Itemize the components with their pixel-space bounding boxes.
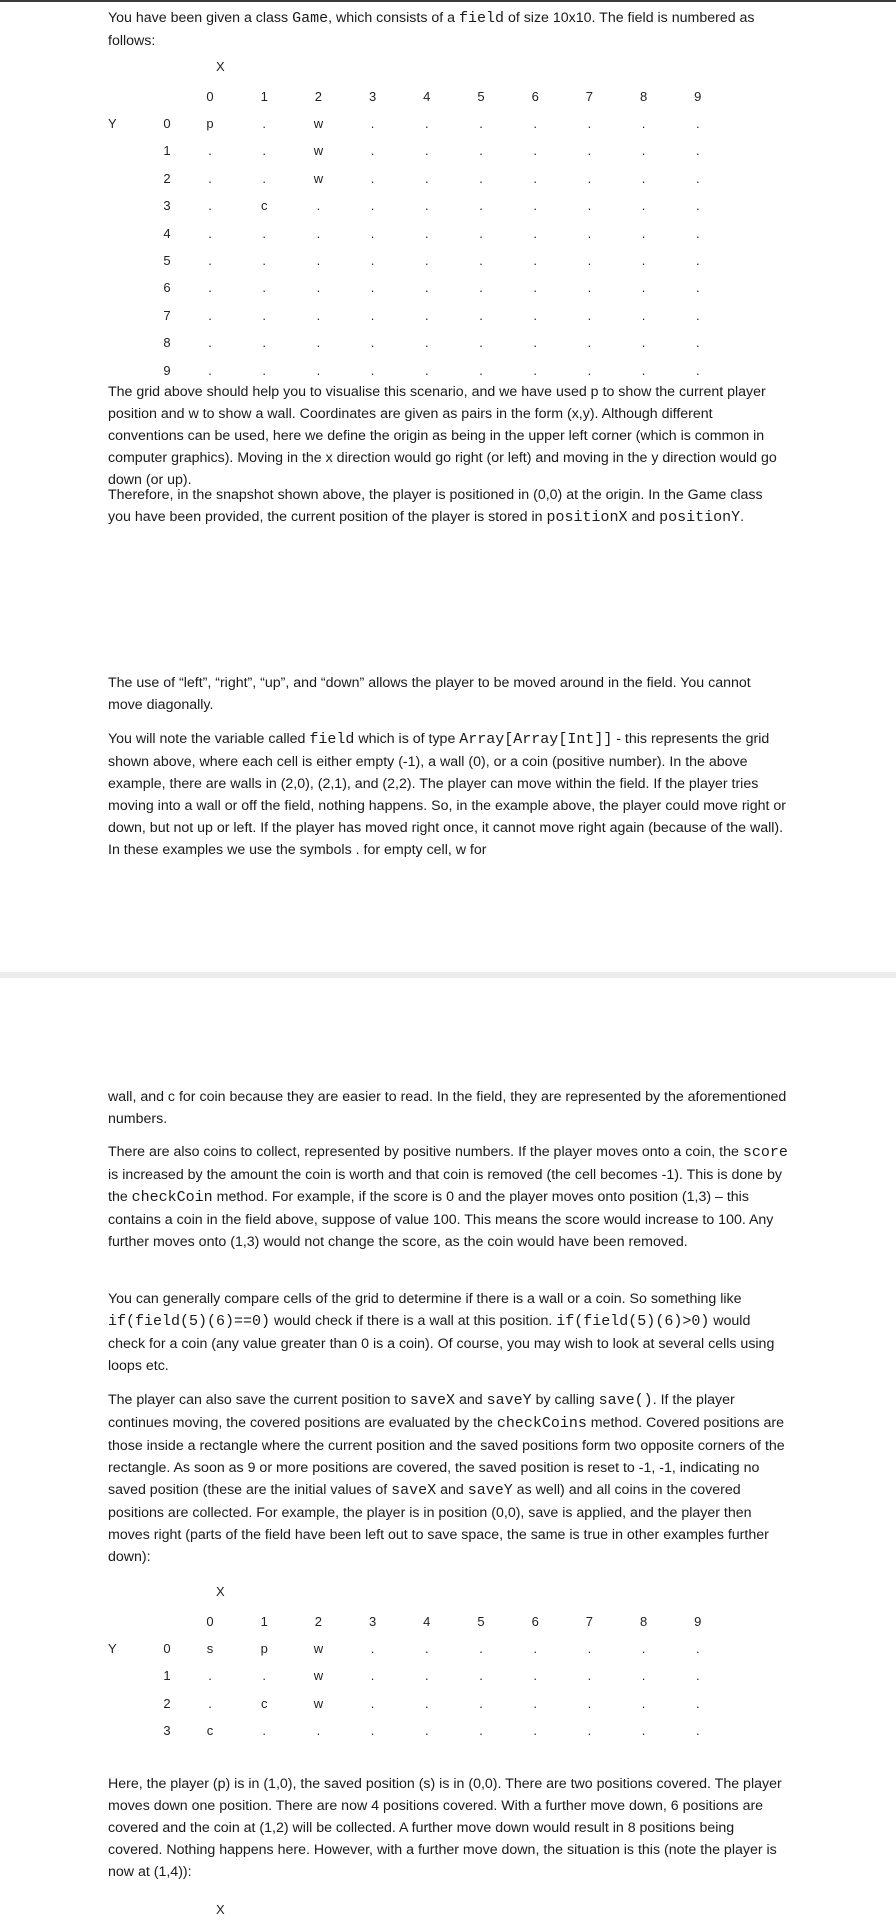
text-span: - this represents the grid shown above, where each cell is either empty (-1), a wall (0), or a coin (positive number). In the above example, there are walls in (2,0), (2,1), and (2,2). The player can move within the field. If the player tries moving into a wall or off the field, nothing happens. So, in the example above, the player could move right or down, but not up or left. If the player has moved right once, it cannot move right again (because of the wall). In these examples we use the symbols . for empty cell, w for (108, 731, 786, 858)
grid-cell: . (587, 1695, 592, 1711)
grid-cell: . (370, 198, 375, 214)
grid-cell: . (695, 198, 700, 214)
grid-cell: . (479, 1668, 483, 1684)
grid-cell: . (262, 1668, 266, 1684)
text-span: , which consists of a (328, 10, 459, 26)
column-number: 1 (260, 89, 268, 104)
grid-cell: . (424, 362, 429, 378)
column-number: 7 (585, 89, 593, 104)
grid-cell: . (533, 1641, 537, 1656)
column-number: 8 (639, 1614, 648, 1629)
grid-cell: . (695, 1695, 700, 1711)
text-span: would check for a coin (any value greater than 0 is a coin). Of course, you may wish to look at several cells using loops etc. (108, 1313, 775, 1374)
column-number: 2 (314, 89, 322, 104)
grid-cell: . (695, 1723, 700, 1739)
grid-cell: . (695, 362, 700, 378)
grid-cell: . (641, 143, 646, 159)
column-number: 6 (531, 1614, 539, 1629)
column-number: 5 (477, 1614, 485, 1629)
grid-cell: . (479, 280, 483, 296)
grid-cell: . (316, 198, 321, 214)
column-number: 5 (477, 89, 485, 104)
continuation-paragraph (108, 1086, 788, 1130)
save-paragraph (108, 1389, 788, 1568)
grid-cell: . (533, 170, 537, 186)
grid-cell: . (587, 253, 592, 268)
grid-cell: . (370, 253, 375, 268)
grid-cell: . (641, 335, 646, 351)
text-span: . If the player continues moving, the covered positions are evaluated by the (108, 1392, 735, 1431)
column-number: 0 (206, 89, 214, 104)
grid-cell: . (587, 143, 592, 159)
grid-cell: w (313, 1668, 324, 1684)
grid-cell: . (479, 1723, 483, 1739)
grid-cell: w (313, 116, 324, 131)
grid-cell: . (587, 362, 592, 378)
grid-cell: . (262, 362, 266, 378)
grid3-x-axis-label: X (216, 1902, 225, 1917)
grid-cell: . (587, 116, 592, 131)
text-span: would check if there is a wall at this position. (270, 1313, 557, 1329)
grid-cell: . (641, 1668, 646, 1684)
text-span: Therefore, in the snapshot shown above, the player is positioned in (0,0) at the origin. In the Game class you have been provided, the current position of the player is stored in (108, 487, 763, 525)
row-number: 1 (163, 1668, 171, 1684)
grid-cell: . (316, 280, 321, 296)
grid-cell: . (316, 225, 321, 241)
grid-cell: . (479, 170, 483, 186)
text-span: You have been given a class (108, 10, 293, 26)
row-number: 3 (163, 198, 171, 214)
grid-description-paragraph (108, 381, 788, 491)
row-number: 4 (163, 225, 171, 241)
grid-cell: . (424, 253, 429, 268)
code-span: saveX (410, 1392, 456, 1409)
column-number: 3 (368, 89, 377, 104)
grid-cell: . (208, 170, 212, 186)
grid-cell: . (370, 335, 375, 351)
text-span: is increased by the amount the coin is worth and that coin is removed (the cell becomes -1). This is done by the (108, 1167, 782, 1205)
grid-cell: . (479, 116, 483, 131)
text-span: method. For example, if the score is 0 and the player moves onto position (1,3) – this contains a coin in the field above, suppose of value 100. This means the score would increase to 100. Any further moves onto (1,3) would not change the score, as the coin would have been removed. (108, 1189, 774, 1250)
grid-cell: . (370, 1695, 375, 1711)
grid-cell: . (424, 1723, 429, 1739)
grid-cell: . (533, 280, 537, 296)
grid-cell: . (262, 1723, 266, 1739)
code-span: field (458, 10, 504, 27)
grid-cell: . (208, 307, 212, 323)
grid-cell: . (587, 335, 592, 351)
grid-cell: . (370, 225, 375, 241)
grid-cell: . (695, 280, 700, 296)
row-number: 3 (163, 1723, 171, 1739)
grid-cell: . (587, 225, 592, 241)
grid-cell: . (370, 307, 375, 323)
grid-cell: . (424, 1695, 429, 1711)
grid-cell: . (316, 362, 321, 378)
text-span: by calling (531, 1392, 599, 1408)
row-number: 7 (163, 307, 171, 323)
row-number: 9 (163, 362, 171, 378)
grid-cell: . (533, 225, 537, 241)
grid-cell: . (424, 143, 429, 159)
text-span: You can generally compare cells of the grid to determine if there is a wall or a coin. So something like (108, 1291, 742, 1307)
grid-cell: . (262, 335, 266, 351)
code-span: checkCoins (496, 1415, 587, 1432)
grid-cell: . (424, 280, 429, 296)
code-span: Array[Array[Int]] (459, 731, 613, 748)
code-span: if(field(5)(6)==0) (108, 1313, 271, 1330)
code-span: saveY (467, 1482, 513, 1499)
grid-cell: w (313, 143, 324, 159)
grid-cell: . (479, 1695, 483, 1711)
coins-paragraph (108, 1141, 788, 1253)
grid-cell: . (262, 280, 266, 296)
grid-cell: . (641, 280, 646, 296)
grid-cell: . (695, 307, 700, 323)
text-span: . (740, 509, 745, 525)
grid-cell: . (587, 307, 592, 323)
grid-cell: . (208, 1668, 212, 1684)
grid-cell: . (370, 116, 375, 131)
grid-cell: . (695, 253, 700, 268)
grid-cell: . (424, 1668, 429, 1684)
grid-cell: . (533, 198, 537, 214)
grid-cell: w (313, 1641, 324, 1656)
code-span: positionY (659, 509, 741, 526)
grid-cell: . (424, 116, 429, 131)
grid-cell: . (695, 1641, 700, 1656)
text-span: The use of “left”, “right”, “up”, and “down” allows the player to be moved around in the field. You cannot move diagonally. (108, 675, 751, 713)
grid-cell: . (533, 335, 537, 351)
y-axis-label: Y (108, 1641, 117, 1656)
grid-cell: . (370, 1668, 375, 1684)
column-number: 3 (368, 1614, 377, 1629)
compare-paragraph (108, 1288, 788, 1377)
grid-cell: . (641, 170, 646, 186)
grid-cell: . (533, 116, 537, 131)
grid-cell: . (208, 198, 212, 214)
grid-cell: . (641, 198, 646, 214)
grid-cell: . (370, 1641, 375, 1656)
grid-cell: . (424, 198, 429, 214)
grid-cell: . (424, 335, 429, 351)
row-number: 8 (163, 335, 171, 351)
code-span: positionX (546, 509, 628, 526)
text-span: of size 10x10. The field is numbered as follows: (108, 10, 755, 49)
grid-cell: . (208, 225, 212, 241)
column-number: 1 (260, 1614, 268, 1629)
column-number: 0 (206, 1614, 214, 1629)
grid-cell: . (641, 1641, 646, 1656)
column-number: 9 (694, 1614, 702, 1629)
text-span: You will note the variable called (108, 731, 310, 747)
grid-cell: . (479, 362, 483, 378)
column-number: 2 (314, 1614, 322, 1629)
grid-cell: . (262, 116, 266, 131)
code-span: field (309, 731, 355, 748)
grid-cell: . (208, 253, 212, 268)
grid-cell: . (587, 198, 592, 214)
grid-cell: . (208, 335, 212, 351)
text-span: There are also coins to collect, represented by positive numbers. If the player moves onto a coin, the (108, 1144, 743, 1160)
text-span: which is of type (354, 731, 460, 747)
grid-cell: . (695, 1668, 700, 1684)
grid-cell: . (208, 362, 212, 378)
grid-cell: . (695, 116, 700, 131)
row-number: 1 (163, 143, 171, 159)
row-number: 0 (163, 116, 171, 131)
grid-cell: . (695, 143, 700, 159)
text-span: as well) and all coins in the covered positions are collected. For example, the player is in position (0,0), save is applied, and the player then moves right (parts of the field have been left out to save space, the same is true in other examples further down): (108, 1482, 769, 1565)
grid-cell: c (260, 1695, 268, 1711)
grid-cell: . (424, 170, 429, 186)
column-number: 8 (639, 89, 648, 104)
text-span: and (627, 509, 660, 525)
grid-cell: . (479, 225, 483, 241)
grid-cell: . (424, 1641, 429, 1656)
row-number: 2 (163, 170, 171, 186)
grid-cell: . (587, 170, 592, 186)
grid-cell: . (316, 253, 321, 268)
code-span: Game (292, 10, 329, 27)
grid-cell: . (533, 1695, 537, 1711)
grid-cell: . (370, 170, 375, 186)
grid-cell: . (533, 253, 537, 268)
document-page-1 (0, 2, 896, 972)
grid-cell: c (206, 1723, 214, 1739)
x-axis-label: X (216, 59, 225, 74)
grid-cell: . (316, 307, 321, 323)
grid-cell: . (370, 362, 375, 378)
grid-cell: . (424, 225, 429, 241)
grid-cell: . (479, 253, 483, 268)
row-number: 2 (163, 1695, 171, 1711)
column-number: 9 (694, 89, 702, 104)
row-number: 0 (163, 1641, 171, 1656)
grid-cell: . (208, 143, 212, 159)
document-page-2 (0, 978, 896, 1920)
grid-cell: s (206, 1641, 214, 1656)
grid-cell: . (370, 1723, 375, 1739)
grid-cell: . (479, 307, 483, 323)
grid-cell: . (587, 1641, 592, 1656)
text-span: Here, the player (p) is in (1,0), the saved position (s) is in (0,0). There are two positions covered. The player moves down one position. There are now 4 positions covered. With a further move down, 6 positions are covered and the coin at (1,2) will be collected. A further move down would result in 8 positions being covered. Nothing happens here. However, with a further move down, the situation is this (note the player is now at (1,4)): (108, 1776, 782, 1880)
code-span: saveX (391, 1482, 437, 1499)
grid-cell: . (208, 280, 212, 296)
grid-cell: . (262, 143, 266, 159)
column-number: 4 (423, 89, 431, 104)
grid-cell: . (370, 143, 375, 159)
grid-cell: . (533, 1723, 537, 1739)
column-number: 7 (585, 1614, 593, 1629)
grid-cell: w (313, 170, 324, 186)
grid-cell: . (695, 335, 700, 351)
y-axis-label: Y (108, 116, 117, 131)
column-number: 6 (531, 89, 539, 104)
grid-cell: . (533, 307, 537, 323)
grid-cell: . (641, 116, 646, 131)
grid-cell: . (587, 1723, 592, 1739)
grid-cell: . (208, 1695, 212, 1711)
grid-cell: . (695, 225, 700, 241)
grid-cell: . (424, 307, 429, 323)
grid-cell: . (641, 362, 646, 378)
grid-cell: . (316, 335, 321, 351)
x-axis-label: X (216, 1584, 225, 1599)
code-span: checkCoin (131, 1189, 213, 1206)
grid-cell: . (641, 1723, 646, 1739)
grid-cell: p (260, 1641, 268, 1656)
text-span: The player can also save the current position to (108, 1392, 411, 1408)
grid-cell: . (370, 280, 375, 296)
here-paragraph (108, 1773, 788, 1883)
grid-cell: . (641, 1695, 646, 1711)
column-number: 4 (423, 1614, 431, 1629)
code-span: if(field(5)(6)>0) (556, 1313, 710, 1330)
grid-cell: . (479, 1641, 483, 1656)
intro-paragraph (108, 7, 788, 52)
grid-cell: . (479, 335, 483, 351)
grid-cell: . (641, 307, 646, 323)
grid-cell: . (479, 198, 483, 214)
text-span: and (436, 1482, 468, 1498)
code-span: score (742, 1144, 788, 1161)
code-span: saveY (486, 1392, 532, 1409)
grid-cell: . (262, 170, 266, 186)
grid-cell: . (316, 1723, 321, 1739)
field-type-paragraph (108, 728, 788, 861)
code-span: save() (598, 1392, 653, 1409)
grid-cell: . (641, 225, 646, 241)
text-span: The grid above should help you to visualise this scenario, and we have used p to show the current player position and w to show a wall. Coordinates are given as pairs in the form (x,y). Although different conventions can be used, here we define the origin as being in the upper left corner (which is common in computer graphics). Moving in the x direction would go right (or left) and moving in the y direction would go down (or up). (108, 384, 777, 488)
grid-cell: . (587, 280, 592, 296)
text-span: wall, and c for coin because they are easier to read. In the field, they are represented by the aforementioned numbers. (108, 1089, 787, 1127)
grid-cell: . (262, 307, 266, 323)
grid-cell: . (479, 143, 483, 159)
row-number: 6 (163, 280, 171, 296)
grid-cell: . (641, 253, 646, 268)
grid-cell: . (533, 1668, 537, 1684)
grid-cell: w (313, 1695, 324, 1711)
grid-cell: . (695, 170, 700, 186)
grid-cell: . (262, 253, 266, 268)
grid-cell: p (206, 116, 214, 131)
position-paragraph (108, 484, 788, 529)
grid-cell: . (262, 225, 266, 241)
grid-cell: . (587, 1668, 592, 1684)
grid-cell: . (533, 143, 537, 159)
grid-cell: . (533, 362, 537, 378)
text-span: and (455, 1392, 487, 1408)
moves-paragraph (108, 672, 788, 716)
text-span: method. Covered positions are those inside a rectangle where the current position and the saved positions form two opposite corners of the rectangle. As soon as 9 or more positions are covered, the saved position is reset to -1, -1, indicating no saved position (these are the initial values of (108, 1415, 785, 1498)
row-number: 5 (163, 253, 171, 268)
grid-cell: c (260, 198, 268, 214)
